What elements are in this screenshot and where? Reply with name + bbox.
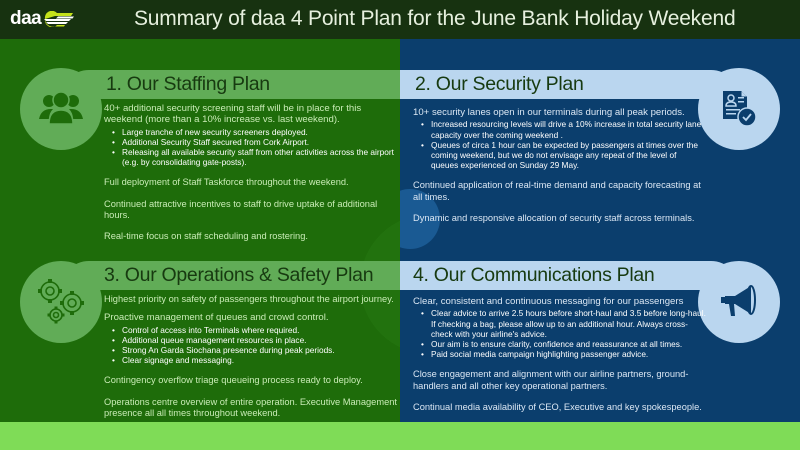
bullet-item: • Additional queue management resources in place. [112, 335, 399, 345]
section-lead: 40+ additional security screening staff will be in place for this weekend (more than a 10% increase vs. last weekend). [104, 103, 362, 126]
bullet-item: • Releasing all available security staff from other activities across the airport (e.g. by consolidating gate-posts). [112, 147, 394, 167]
section-body [104, 294, 399, 426]
section-paragraph: Continued application of real-time demand and capacity forecasting at all times. [413, 180, 701, 202]
bullet-list [112, 127, 394, 168]
section-title: 2. Our Security Plan [415, 73, 584, 95]
section-paragraph: Full deployment of Staff Taskforce throughout the weekend. [104, 177, 349, 188]
bullet-item: • Paid social media campaign highlighting passenger advice. [421, 349, 708, 359]
bullet-list [112, 325, 399, 366]
bullet-item: • Control of access into Terminals where required. [112, 325, 399, 335]
gears-icon [34, 277, 88, 327]
bullet-item: • Strong An Garda Siochana presence during peak periods. [112, 345, 399, 355]
bullet-item: • Large tranche of new security screeners deployed. [112, 127, 394, 137]
daa-logo-mark-icon [43, 11, 77, 27]
section-body [104, 103, 394, 250]
section-icon-circle [698, 68, 780, 150]
section-paragraph: Highest priority on safety of passengers throughout the airport journey. [104, 294, 394, 304]
header-bar [0, 0, 800, 39]
bullet-list [421, 308, 708, 359]
section-paragraph: Contingency overflow triage queueing process ready to deploy. [104, 375, 363, 386]
daa-logo [10, 8, 77, 30]
document-check-icon [719, 89, 759, 129]
footer-bar [0, 422, 800, 450]
section-paragraph: Operations centre overview of entire operation. Executive Management presence all all times throughout weekend. [104, 396, 398, 418]
bullet-item: • Clear signage and messaging. [112, 355, 399, 365]
megaphone-icon [717, 282, 761, 322]
logo-text: daa [10, 8, 42, 29]
bullet-item: • Our aim is to ensure clarity, confidence and reassurance at all times. [421, 339, 708, 349]
section-paragraph: Continued attractive incentives to staff to drive uptake of additional hours. [104, 198, 378, 220]
section-title: 1. Our Staffing Plan [106, 73, 270, 95]
section-lead: Clear, consistent and continuous messaging for our passengers [413, 296, 684, 307]
section-paragraph: Real-time focus on staff scheduling and rostering. [104, 231, 308, 242]
section-body [413, 107, 703, 231]
section-paragraph: Close engagement and alignment with our airline partners, ground-handlers and all other key operational partners. [413, 369, 689, 391]
bullet-item: • Queues of circa 1 hour can be expected by passengers at times over the coming weekend, but we do not envisage any repeat of the level of queues experienced on Sunday 29 May. [421, 140, 703, 171]
section-icon-circle [20, 68, 102, 150]
section-lead: Proactive management of queues and crowd control. [104, 312, 329, 324]
section-paragraph: Continual media availability of CEO, Executive and key spokespeople. [413, 401, 702, 412]
bullet-list [421, 119, 703, 170]
section-paragraph: Dynamic and responsive allocation of security staff across terminals. [413, 212, 695, 223]
bullet-item: • Clear advice to arrive 2.5 hours before short-haul and 3.5 before long-haul. If checking a bag, please allow up to an additional hour. Always cross-check with your airline's advice. [421, 308, 708, 339]
bullet-item: • Additional Security Staff secured from Cork Airport. [112, 137, 394, 147]
people-group-icon [37, 91, 85, 127]
page-title: Summary of daa 4 Point Plan for the June Bank Holiday Weekend [134, 7, 736, 30]
bullet-item: • Increased resourcing levels will drive a 10% increase in total security lane capacity over the coming weekend . [421, 119, 703, 139]
section-title: 4. Our Communications Plan [413, 264, 655, 286]
section-body [413, 296, 708, 420]
section-title: 3. Our Operations & Safety Plan [104, 264, 374, 286]
section-icon-circle [698, 261, 780, 343]
section-icon-circle [20, 261, 102, 343]
section-lead: 10+ security lanes open in our terminals during all peak periods. [413, 107, 685, 118]
